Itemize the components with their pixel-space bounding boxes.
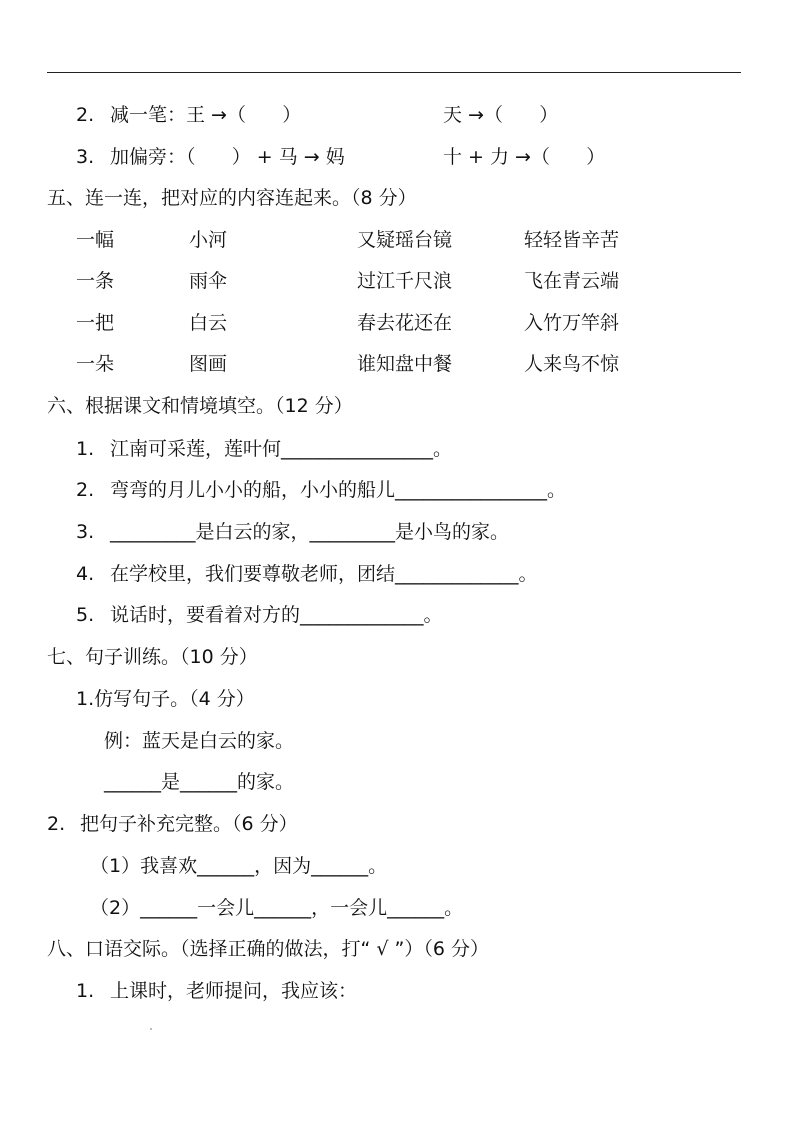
match-col2-item: 白云 <box>189 312 228 334</box>
match-col2-item: 图画 <box>189 353 228 375</box>
complete-subtitle: 把句子补充完整。（6 分） <box>80 813 298 835</box>
fill-item-text: 在学校里，我们要尊敬老师，团结_____________。 <box>110 563 538 585</box>
fill-item-number: 5. <box>76 604 95 626</box>
imitate-subtitle: 1.仿写句子。（4 分） <box>76 688 255 710</box>
match-col4-item: 人来鸟不惊 <box>524 353 620 375</box>
match-col3-item: 春去花还在 <box>357 312 453 334</box>
imitate-fill: ______是______的家。 <box>104 771 295 793</box>
example-sentence: 例：蓝天是白云的家。 <box>104 730 295 752</box>
oral-q1-number: 1. <box>76 980 95 1002</box>
fill-item-number: 4. <box>76 563 95 585</box>
match-col2-item: 小河 <box>189 229 228 251</box>
section6-title: 六、根据课文和情境填空。（12 分） <box>47 395 353 417</box>
header-rule <box>47 72 741 73</box>
fill-item-number: 1. <box>76 438 95 460</box>
fill-item-text: 弯弯的月儿小小的船，小小的船儿________________。 <box>110 479 567 501</box>
fill-item-number: 2. <box>76 479 95 501</box>
section5-title: 五、连一连，把对应的内容连起来。（8 分） <box>47 187 417 209</box>
match-col3-item: 谁知盘中餐 <box>357 353 453 375</box>
fill-item-text: _________是白云的家，_________是小鸟的家。 <box>110 521 510 543</box>
match-col1-item: 一幅 <box>76 229 115 251</box>
fill-item-number: 3. <box>76 521 95 543</box>
q2-prompt: 减一笔：王 →（ ） <box>110 104 302 126</box>
match-col1-item: 一条 <box>76 270 115 292</box>
match-col1-item: 一把 <box>76 312 115 334</box>
q3-second: 十 + 力 →（ ） <box>443 146 606 168</box>
section7-title: 七、句子训练。（10 分） <box>47 646 258 668</box>
q3-number: 3. <box>76 146 95 168</box>
match-col1-item: 一朵 <box>76 353 115 375</box>
scan-speck <box>150 1028 152 1030</box>
match-col3-item: 过江千尺浪 <box>357 270 453 292</box>
match-col3-item: 又疑瑶台镜 <box>357 229 453 251</box>
complete-item-2: （2）______一会儿______，一会儿______。 <box>90 897 464 919</box>
match-col4-item: 入竹万竿斜 <box>524 312 620 334</box>
q2-number: 2. <box>76 104 95 126</box>
match-col4-item: 飞在青云端 <box>524 270 620 292</box>
q3-prompt: 加偏旁：（ ） + 马 → 妈 <box>110 146 345 168</box>
match-col4-item: 轻轻皆辛苦 <box>524 229 620 251</box>
match-col2-item: 雨伞 <box>189 270 228 292</box>
section8-title: 八、口语交际。（选择正确的做法，打“ √ ”）（6 分） <box>47 938 490 960</box>
q2-second: 天 →（ ） <box>443 104 559 126</box>
complete-number: 2. <box>47 813 66 835</box>
oral-q1-text: 上课时，老师提问，我应该： <box>110 980 358 1002</box>
complete-item-1: （1）我喜欢______，因为______。 <box>90 855 388 877</box>
fill-item-text: 说话时，要看着对方的_____________。 <box>110 604 443 626</box>
fill-item-text: 江南可采莲，莲叶何________________。 <box>110 438 453 460</box>
